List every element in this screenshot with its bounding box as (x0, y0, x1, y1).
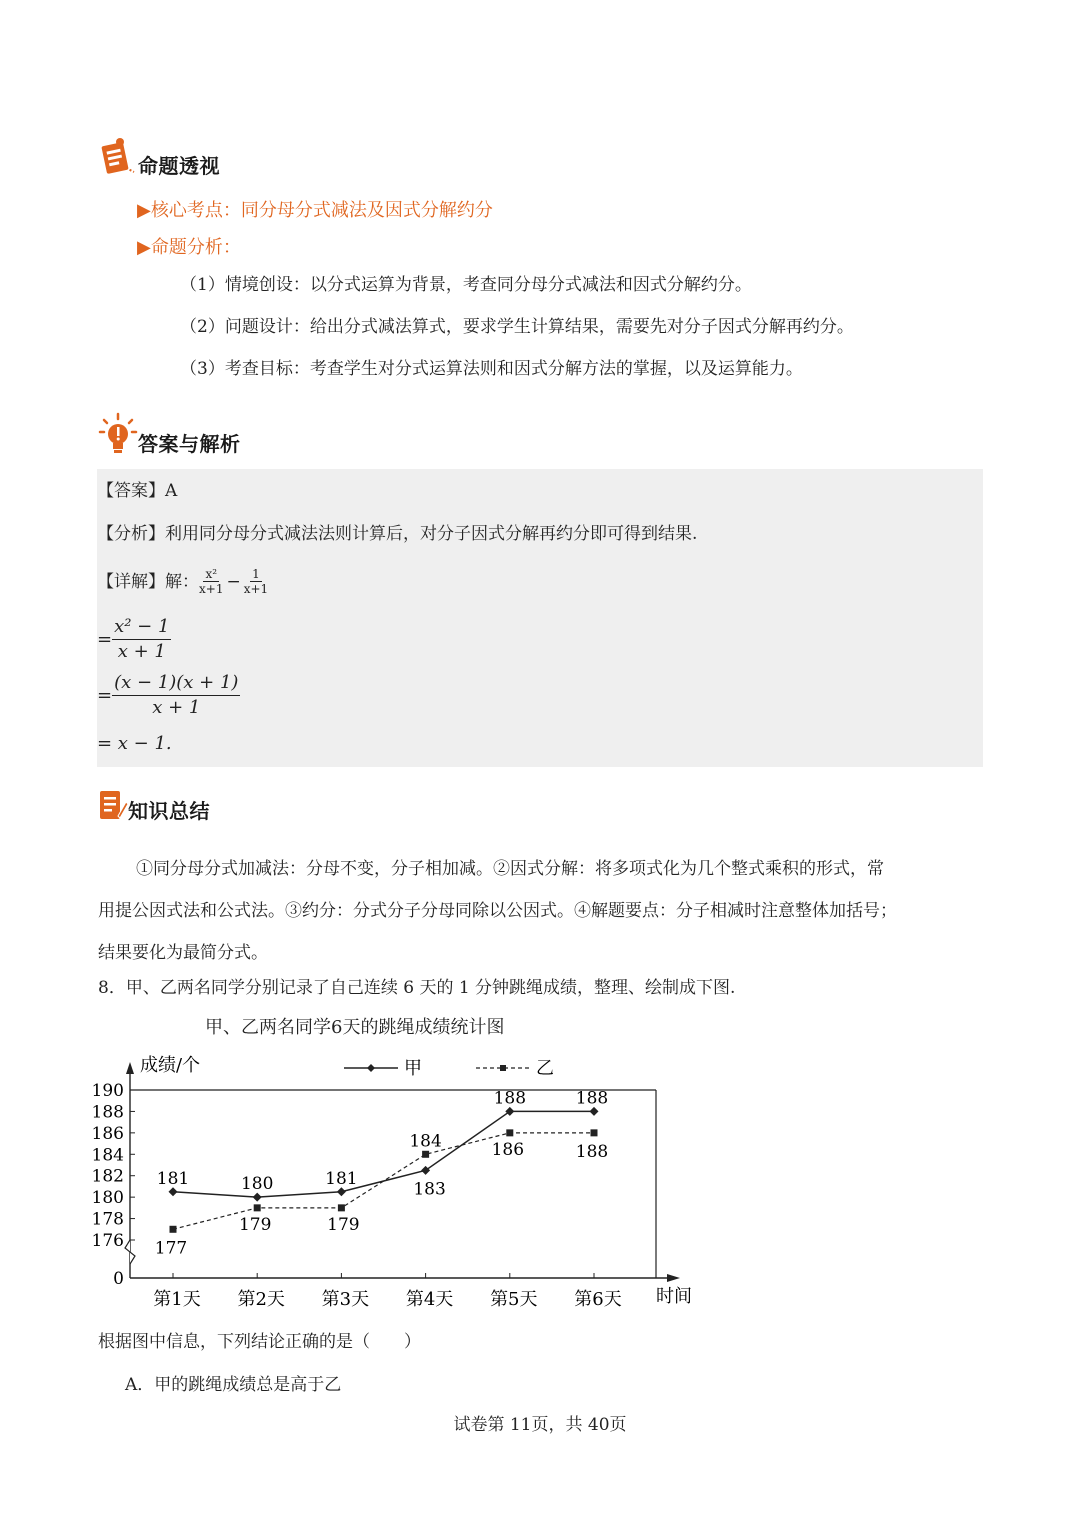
data-label-jia: 180 (240, 1174, 274, 1195)
analysis-item-3: （3）考查目标：考查学生对分式运算法则和因式分解方法的掌握，以及运算能力。 (180, 359, 803, 379)
fraction-1-over-x1 (244, 567, 268, 596)
denominator: x + 1 (117, 641, 166, 662)
denominator: x + 1 (152, 697, 201, 718)
summary-line-3: 结果要化为最简分式。 (98, 943, 268, 963)
legend-label-yi: 乙 (536, 1058, 554, 1079)
y-axis-arrow (126, 1062, 134, 1074)
analysis-label: ▶命题分析： (137, 237, 241, 258)
step-1 (97, 615, 171, 664)
data-label-jia: 188 (575, 1088, 609, 1109)
line-chart (90, 1048, 710, 1318)
x-tick-label: 第2天 (237, 1289, 285, 1310)
page-footer: 试卷第 11页，共 40页 (453, 1415, 627, 1435)
numerator: (x − 1)(x + 1) (112, 671, 240, 696)
fraction-step-1 (112, 615, 171, 664)
detail-label: 【详解】解： (97, 571, 199, 592)
y-tick-label: 180 (91, 1188, 124, 1209)
summary-line-1: ①同分母分式加减法：分母不变，分子相加减。②因式分解：将多项式化为几个整式乘积的形式，常 (136, 859, 884, 879)
series-line-yi (173, 1133, 594, 1229)
numerator: x² (205, 567, 218, 581)
fraction-x2-over-x1 (199, 567, 223, 596)
legend-label-jia: 甲 (404, 1058, 422, 1079)
data-label-yi: 186 (491, 1139, 525, 1160)
data-label-jia: 183 (413, 1179, 446, 1200)
data-point-yi (591, 1129, 598, 1136)
clipboard-icon (98, 136, 138, 176)
minus-sign: − (226, 571, 241, 592)
data-label-yi: 177 (154, 1238, 188, 1259)
data-label-jia: 181 (325, 1168, 358, 1189)
section-title: 命题透视 (138, 154, 220, 178)
x-tick-label: 第6天 (574, 1289, 622, 1310)
section-header-summary (98, 785, 210, 824)
x-tick-label: 第4天 (405, 1289, 454, 1310)
section-header-proposition (98, 132, 220, 179)
x-tick-label: 第1天 (153, 1289, 201, 1310)
section-header-answer (98, 410, 241, 457)
x-axis-arrow (667, 1274, 680, 1282)
core-point: ▶核心考点：同分母分式减法及因式分解约分 (137, 200, 493, 221)
question-stem: 8．甲、乙两名同学分别记录了自己连续 6 天的 1 分钟跳绳成绩，整理、绘制成下图. (98, 978, 736, 998)
y-tick-label: 190 (91, 1081, 124, 1101)
final-result: = x − 1. (97, 733, 172, 754)
data-point-yi (422, 1151, 429, 1158)
legend-marker-jia (367, 1064, 375, 1072)
summary-line-2: 用提公因式法和公式法。③约分：分式分子分母同除以公因式。④解题要点：分子相减时注意整体加括号； (98, 901, 897, 921)
section-title: 知识总结 (128, 799, 210, 823)
data-point-yi (170, 1226, 177, 1233)
y-tick-label: 184 (91, 1145, 124, 1166)
y-tick-label: 176 (91, 1231, 124, 1251)
data-point-jia (421, 1166, 430, 1175)
data-label-yi: 184 (409, 1131, 442, 1152)
data-label-jia: 188 (493, 1088, 527, 1109)
denominator: x+1 (243, 582, 269, 596)
y-axis-label: 成绩/个 (140, 1055, 201, 1076)
notebook-pen-icon (98, 788, 128, 822)
y-tick-label: 186 (91, 1123, 124, 1144)
answer-box (97, 469, 983, 767)
step-2 (97, 671, 240, 720)
summary-text (98, 848, 897, 974)
y-tick-label: 0 (113, 1269, 124, 1289)
data-label-yi: 179 (327, 1214, 360, 1235)
chart-title: 甲、乙两名同学6天的跳绳成绩统计图 (205, 1017, 505, 1038)
series-line-jia (173, 1111, 594, 1200)
data-point-yi (338, 1204, 345, 1211)
data-point-yi (506, 1129, 513, 1136)
denominator: x+1 (199, 582, 224, 596)
data-point-yi (254, 1204, 261, 1211)
y-tick-label: 188 (91, 1102, 124, 1123)
fraction-step-2 (112, 671, 240, 720)
y-tick-label: 178 (91, 1209, 124, 1230)
option-a[interactable]: A．甲的跳绳成绩总是高于乙 (125, 1375, 342, 1395)
section-title: 答案与解析 (138, 432, 241, 456)
legend-marker-yi (500, 1065, 506, 1071)
detail-line (97, 567, 268, 596)
x-tick-label: 第5天 (490, 1289, 538, 1310)
x-tick-label: 第3天 (321, 1289, 370, 1310)
analysis-line: 【分析】利用同分母分式减法法则计算后，对分子因式分解再约分即可得到结果. (97, 524, 698, 544)
equals-sign: = (97, 629, 113, 650)
equals-sign: = (97, 685, 113, 706)
analysis-item-1: （1）情境创设：以分式运算为背景，考查同分母分式减法和因式分解约分。 (180, 275, 752, 295)
y-tick-label: 182 (91, 1166, 124, 1187)
numerator: x² − 1 (112, 615, 171, 640)
axis-break (125, 1240, 135, 1264)
numerator: 1 (252, 567, 260, 581)
lightbulb-icon (98, 412, 138, 456)
question-prompt: 根据图中信息，下列结论正确的是（ ） (98, 1332, 421, 1352)
answer-line: 【答案】A (97, 481, 178, 501)
data-label-yi: 179 (238, 1214, 272, 1235)
data-label-yi: 188 (575, 1141, 609, 1162)
x-axis-label: 时间 (656, 1286, 692, 1307)
data-label-jia: 181 (156, 1168, 190, 1189)
analysis-item-2: （2）问题设计：给出分式减法算式，要求学生计算结果，需要先对分子因式分解再约分。 (180, 317, 854, 337)
